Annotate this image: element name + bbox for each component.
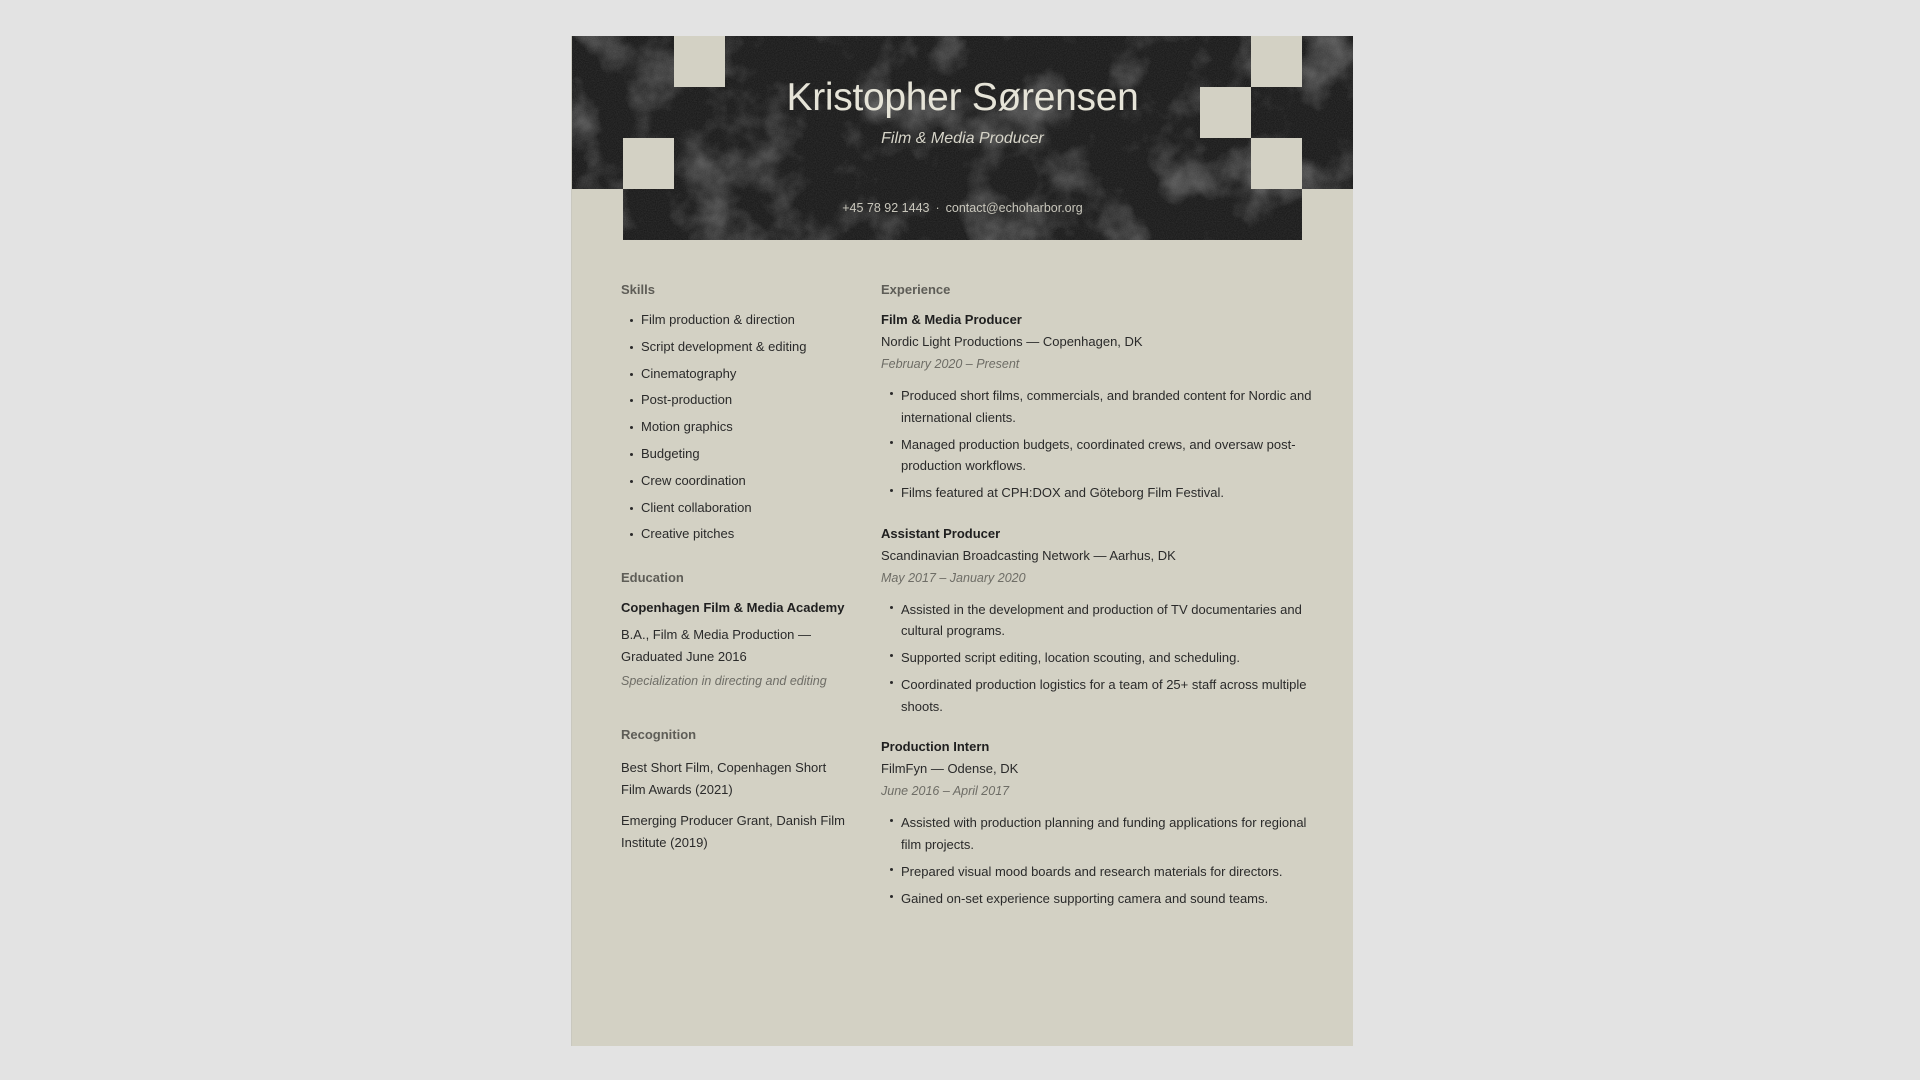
contact-line	[572, 201, 1353, 215]
award-item: Best Short Film, Copenhagen Short Film Awards (2021)	[621, 760, 827, 797]
award-item: Emerging Producer Grant, Danish Film Institute (2019)	[621, 813, 845, 850]
job-bullet: Assisted with production planning and funding applications for regional film projects.	[881, 812, 1313, 855]
job-bullet: Managed production budgets, coordinated crews, and oversaw post-production workflows.	[881, 434, 1313, 477]
job-entry	[881, 526, 1313, 718]
recognition-heading: Recognition	[621, 727, 697, 743]
skills-section	[621, 282, 846, 542]
job-bullet: Coordinated production logistics for a team of 25+ staff across multiple shoots.	[881, 674, 1313, 717]
education-note: Specialization in directing and editing	[621, 674, 827, 689]
job-dates: February 2020 – Present	[881, 357, 1020, 371]
job-bullet: Produced short films, commercials, and branded content for Nordic and international clients.	[881, 385, 1313, 428]
job-bullet: Gained on-set experience supporting camera and sound teams.	[881, 888, 1313, 910]
skill-item: Film production & direction	[621, 312, 846, 328]
skill-item: Client collaboration	[621, 500, 846, 516]
right-column	[881, 282, 1313, 931]
education-section	[621, 570, 846, 689]
skill-item: Creative pitches	[621, 526, 846, 542]
job-organization: FilmFyn — Odense, DK	[881, 761, 1019, 776]
job-dates: June 2016 – April 2017	[881, 784, 1010, 798]
skill-item: Budgeting	[621, 446, 846, 462]
job-title: Film & Media Producer	[881, 312, 1022, 327]
phone-number[interactable]: +45 78 92 1443	[842, 201, 930, 215]
skill-item: Post-production	[621, 392, 846, 408]
skill-item: Motion graphics	[621, 419, 846, 435]
education-degree: B.A., Film & Media Production — Graduated June 2016	[621, 627, 812, 664]
job-entry	[881, 739, 1313, 909]
job-bullet: Supported script editing, location scouting, and scheduling.	[881, 647, 1313, 669]
resume-page	[571, 36, 1353, 1046]
experience-heading: Experience	[881, 282, 951, 297]
job-organization: Scandinavian Broadcasting Network — Aarhus, DK	[881, 547, 1176, 563]
contact-separator: ·	[935, 201, 940, 215]
job-entry	[881, 312, 1313, 504]
job-title: Production Intern	[881, 739, 990, 754]
email-address[interactable]: contact@echoharbor.org	[945, 201, 1083, 215]
job-bullet: Prepared visual mood boards and research materials for directors.	[881, 861, 1313, 883]
skill-item: Cinematography	[621, 366, 846, 382]
job-bullets	[881, 599, 1313, 718]
left-column	[621, 282, 846, 863]
job-bullets	[881, 812, 1313, 909]
candidate-name: Kristopher Sørensen	[786, 76, 1139, 119]
job-bullet: Films featured at CPH:DOX and Göteborg Film Festival.	[881, 482, 1313, 504]
recognition-section	[621, 727, 846, 853]
education-school: Copenhagen Film & Media Academy	[621, 600, 845, 616]
skills-list	[621, 312, 846, 542]
job-organization: Nordic Light Productions — Copenhagen, DK	[881, 334, 1143, 349]
job-bullets	[881, 385, 1313, 504]
job-bullet: Assisted in the development and production of TV documentaries and cultural programs.	[881, 599, 1313, 642]
skill-item: Crew coordination	[621, 473, 846, 489]
skills-heading: Skills	[621, 282, 655, 297]
education-heading: Education	[621, 570, 684, 586]
candidate-title: Film & Media Producer	[881, 130, 1044, 147]
job-title: Assistant Producer	[881, 525, 1001, 541]
skill-item: Script development & editing	[621, 339, 846, 355]
job-dates: May 2017 – January 2020	[881, 570, 1026, 585]
resume-header	[572, 36, 1353, 240]
